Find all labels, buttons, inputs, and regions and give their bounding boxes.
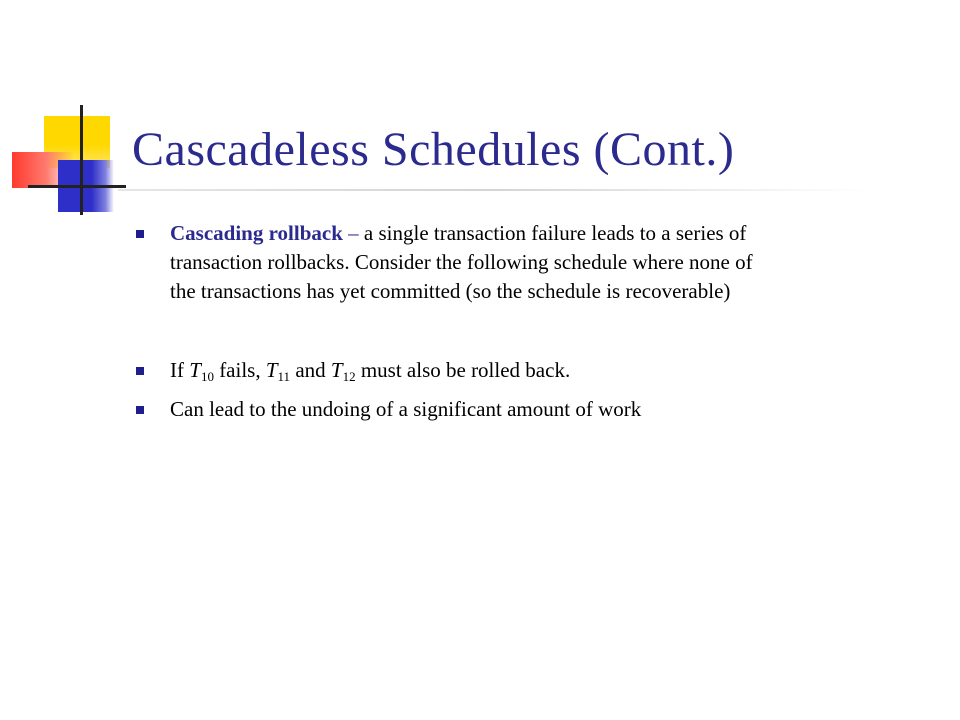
transaction-letter: T [265, 358, 278, 382]
transaction-subscript: 11 [277, 369, 291, 384]
bullet-mid-2: and [290, 358, 331, 382]
transaction-letter: T [189, 358, 201, 382]
bullet-text-line-3: the transactions has yet committed (so the schedule is recoverable) [170, 279, 731, 303]
slide-title: Cascadeless Schedules (Cont.) [132, 123, 735, 176]
bullet-t10-fails [170, 356, 930, 391]
term-cascading-rollback: Cascading rollback [170, 221, 343, 245]
transaction-subscript: 10 [200, 369, 214, 384]
bullet-marker-icon [136, 406, 144, 414]
transaction-letter: T [330, 358, 343, 382]
bullet-text-line-2: transaction rollbacks. Consider the following schedule where none of [170, 250, 753, 274]
bullet-marker-icon [136, 230, 144, 238]
bullet-text-line-1: a single transaction failure leads to a series of [363, 221, 747, 245]
term-dash: – [342, 221, 364, 245]
transaction-subscript: 12 [342, 369, 356, 384]
bullet-prefix: If [170, 358, 190, 382]
transaction-t12 [331, 358, 356, 382]
transaction-t11 [266, 358, 290, 382]
bullet-marker-icon [136, 367, 144, 375]
bullet-undoing-work [170, 395, 930, 424]
bullet-text: Can lead to the undoing of a significant amount of work [170, 397, 642, 421]
transaction-t10 [189, 358, 214, 382]
bullet-cascading-rollback [170, 219, 930, 306]
bullet-mid-1: fails, [213, 358, 266, 382]
bullet-suffix: must also be rolled back. [355, 358, 571, 382]
